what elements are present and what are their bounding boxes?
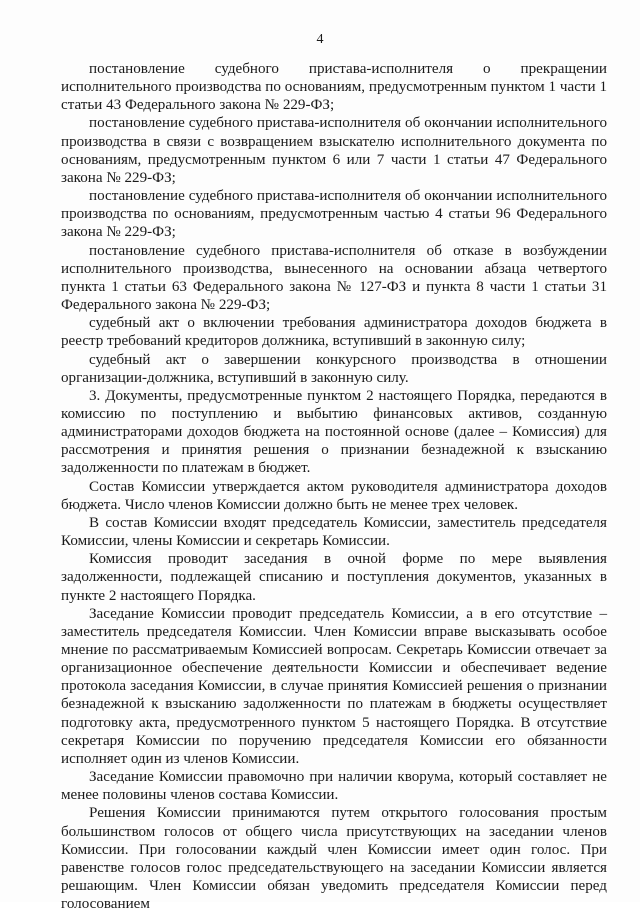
paragraph: Заседание Комиссии проводит председатель Комиссии, а в его отсутствие – заместитель председателя Комиссии. Член Комиссии вправе высказывать особое мнение по рассматриваемым Комиссией вопросам. Секретарь Комиссии отвечает за организационное обеспечение деятельности Комиссии и обеспечивает ведение протокола заседания Комиссии, в случае принятия Комиссией решения о признании безнадежной к взысканию задолженности по платежам в бюджеты осуществляет подготовку акта, предусмотренного пунктом 5 настоящего Порядка. В отсутствие секретаря Комиссии по поручению председателя Комиссии его обязанности исполняет один из членов Комиссии. — [61, 605, 607, 767]
document-body — [61, 60, 607, 913]
paragraph: постановление судебного пристава-исполнителя о прекращении исполнительного производства по основаниям, предусмотренным пунктом 1 части 1 статьи 43 Федерального закона № 229-ФЗ; — [61, 61, 607, 114]
paragraph: Решения Комиссии принимаются путем открытого голосования простым большинством голосов от общего числа присутствующих на заседании членов Комиссии. При голосовании каждый член Комиссии имеет один голос. При равенстве голосов голос председательствующего на заседании Комиссии является решающим. Член Комиссии обязан уведомить председателя Комиссии перед голосованием — [61, 805, 607, 913]
paragraph: Комиссия проводит заседания в очной форме по мере выявления задолженности, подлежащей списанию и поступления документов, указанных в пункте 2 настоящего Порядка. — [61, 551, 607, 604]
paragraph: постановление судебного пристава-исполнителя об окончании исполнительного производства в связи с возвращением взыскателю исполнительного документа по основаниям, предусмотренным пунктом 6 или 7 части 1 статьи 47 Федерального закона № 229-ФЗ; — [61, 115, 607, 186]
paragraph: Состав Комиссии утверждается актом руководителя администратора доходов бюджета. Число членов Комиссии должно быть не менее трех человек. — [61, 478, 607, 513]
paragraph: В состав Комиссии входят председатель Комиссии, заместитель председателя Комиссии, члены Комиссии и секретарь Комиссии. — [61, 514, 607, 550]
page-number: 4 — [316, 32, 324, 47]
paragraph: постановление судебного пристава-исполнителя об отказе в возбуждении исполнительного производства, вынесенного на основании абзаца четвертого пункта 1 статьи 63 Федерального закона № 127-ФЗ и пункта 8 части 1 статьи 31 Федерального закона № 229-ФЗ; — [61, 242, 607, 314]
paragraph: 3. Документы, предусмотренные пунктом 2 настоящего Порядка, передаются в комиссию по поступлению и выбытию финансовых активов, созданную администраторами доходов бюджета на постоянной основе (далее – Комиссия) для рассмотрения и принятия решения о признании безнадежной к взысканию задолженности по платежам в бюджет. — [61, 387, 607, 477]
paragraph: судебный акт о завершении конкурсного производства в отношении организации-должника, вступивший в законную силу. — [61, 351, 607, 386]
paragraph: постановление судебного пристава-исполнителя об окончании исполнительного производства по основаниям, предусмотренным частью 4 статьи 96 Федерального закона № 229-ФЗ; — [61, 188, 607, 241]
paragraph: судебный акт о включении требования администратора доходов бюджета в реестр требований кредиторов должника, вступивший в законную силу; — [61, 315, 607, 350]
paragraph: Заседание Комиссии правомочно при наличии кворума, который составляет не менее половины членов состава Комиссии. — [61, 769, 607, 804]
